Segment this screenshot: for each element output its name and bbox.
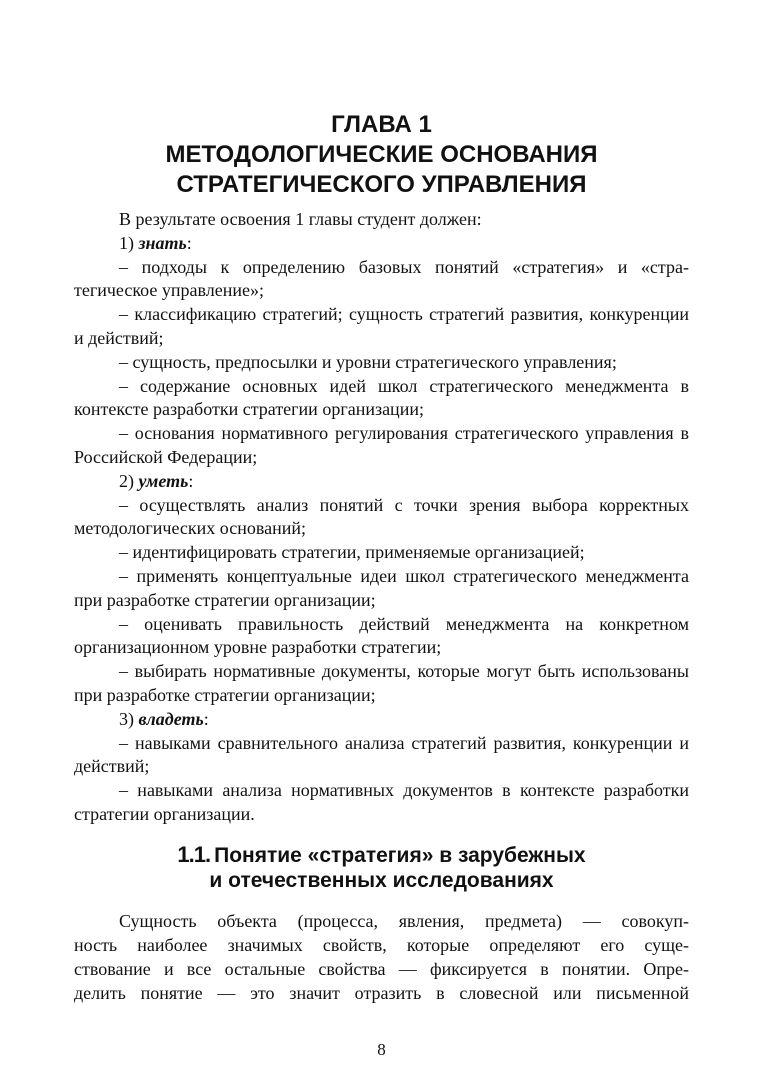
paragraph-line: делить понятие — это значит отразить в словесной или письменной (74, 983, 689, 1003)
page-number: 8 (377, 1040, 386, 1059)
outcome-number: 3) (119, 708, 134, 729)
list-item: – сущность, предпосылки и уровни стратегического управления; (119, 351, 617, 372)
list-item: – выбирать нормативные документы, которые могут быть использованы при разработке стратегии организации; (74, 661, 689, 705)
outcome-heading-can: 2) уметь: (119, 470, 194, 491)
list-item: – применять концептуальные идеи школ стратегического менеджмента при разработке стратегии организации; (74, 565, 689, 610)
section-number: 1.1. (177, 842, 211, 867)
list-item: – осуществлять анализ понятий с точки зрения выбора корректных методологических оснований; (74, 494, 689, 539)
paragraph-line: Сущность объекта (процесса, явления, предмета) — совокуп- (119, 911, 689, 931)
section-title-line-1: Понятие «стратегия» в зарубежных (214, 844, 586, 867)
outcomes-intro: В результате освоения 1 главы студент должен: (119, 209, 482, 229)
list-item: – подходы к определению базовых понятий «стратегия» и «стратегическое управление»; (74, 256, 689, 301)
outcome-label-know: знать (138, 232, 187, 253)
outcome-label-own: владеть (138, 708, 204, 729)
list-item: – основания нормативного регулирования стратегического управления в Российской Федерации; (74, 423, 689, 467)
list-item: – идентифицировать стратегии, применяемые организацией; (119, 542, 585, 563)
chapter-label: ГЛАВА 1 (331, 111, 432, 138)
section-heading (0, 842, 763, 893)
section-title-line-2: и отечественных исследованиях (209, 869, 554, 892)
chapter-title-line-1: МЕТОДОЛОГИЧЕСКИЕ ОСНОВАНИЯ (165, 141, 598, 168)
list-item: – оценивать правильность действий менеджмента на конкретном организационном уровне разработки стратегии; (74, 613, 689, 658)
outcome-label-can: уметь (138, 470, 189, 491)
outcome-heading-know: 1) знать: (119, 232, 192, 253)
paragraph-line: ность наиболее значимых свойств, которые определяют его суще- (74, 935, 689, 955)
section-paragraph (74, 909, 689, 1005)
chapter-title-line-2: СТРАТЕГИЧЕСКОГО УПРАВЛЕНИЯ (176, 171, 587, 198)
outcome-number: 2) (119, 470, 134, 491)
outcome-number: 1) (119, 232, 134, 253)
chapter-heading (0, 110, 763, 200)
list-item: – навыками сравнительного анализа стратегий развития, конкуренции и действий; (74, 732, 689, 777)
learning-outcomes (74, 208, 689, 827)
list-item: – содержание основных идей школ стратегического менеджмента в контексте разработки стратегии организации; (74, 375, 689, 420)
list-item: – классификацию стратегий; сущность стратегий развития, конкуренции и действий; (74, 304, 689, 348)
list-item: – навыками анализа нормативных документов в контексте разработки стратегии организации. (74, 780, 689, 824)
paragraph-line: ствование и все остальные свойства — фиксируется в понятии. Опре- (74, 959, 689, 979)
outcome-heading-own: 3) владеть: (119, 708, 209, 729)
